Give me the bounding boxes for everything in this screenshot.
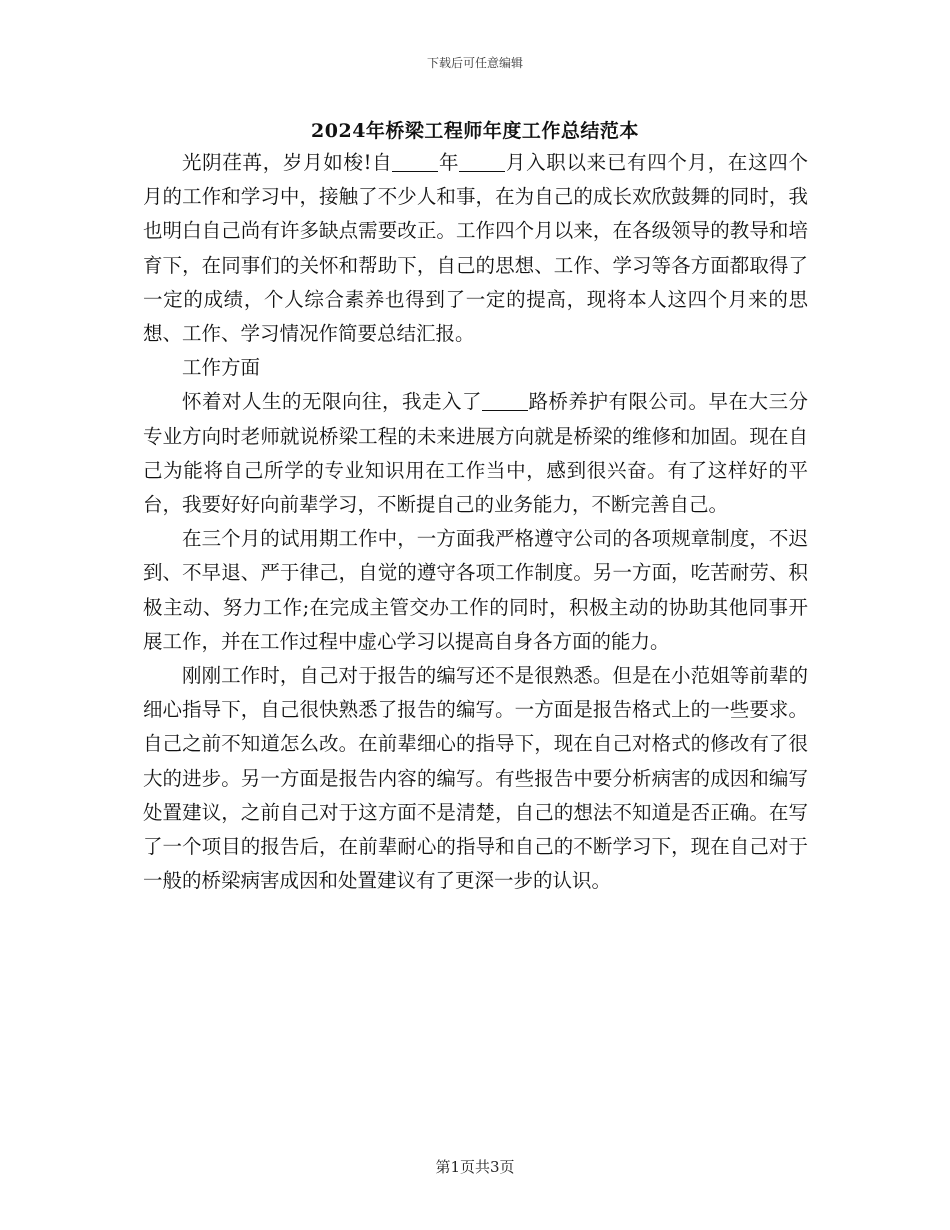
paragraph-company-text-1: 怀着对人生的无限向往，我走入了 — [182, 390, 482, 414]
page-footer: 第1页共3页 — [435, 1158, 515, 1176]
paragraph-reports: 刚刚工作时，自己对于报告的编写还不是很熟悉。但是在小范姐等前辈的细心指导下，自己很快熟悉了报告的编写。一方面是报告格式上的一些要求。自己之前不知道怎么改。在前辈细心的指导下，现在自己对格式的修改有了很大的进步。另一方面是报告内容的编写。有些报告中要分析病害的成因和编写处置建议，之前自己对于这方面不是清楚，自己的想法不知道是否正确。在写了一个项目的报告后，在前辈耐心的指导和自己的不断学习下，现在自己对于一般的桥梁病害成因和处置建议有了更深一步的认识。 — [143, 664, 808, 893]
paragraph-company — [143, 385, 808, 522]
paragraph-intro-text-1: 光阴荏苒，岁月如梭!自 — [182, 151, 393, 174]
blank-month-field — [459, 152, 505, 172]
document-body — [143, 146, 808, 898]
paragraph-company-text-2: 路桥养护有限公司。早在大三分专业方向时老师就说桥梁工程的未来进展方向就是桥梁的维修和加固。现在自己为能将自己所学的专业知识用在工作当中，感到很兴奋。有了这样好的平台，我要好好向前辈学习，不断提自己的业务能力，不断完善自己。 — [143, 390, 808, 517]
paragraph-intro-text-3: 月入职以来已有四个月，在这四个月的工作和学习中，接触了不少人和事，在为自己的成长欢欣鼓舞的同时，我也明白自己尚有许多缺点需要改正。工作四个月以来，在各级领导的教导和培育下，在同事们的关怀和帮助下，自己的思想、工作、学习等各方面都取得了一定的成绩，个人综合素养也得到了一定的提高，现将本人这四个月来的思想、工作、学习情况作简要总结汇报。 — [143, 151, 808, 346]
blank-year-field — [392, 152, 438, 172]
paragraph-intro-text-2: 年 — [438, 151, 460, 174]
document-title: 2024年桥梁工程师年度工作总结范本 — [311, 120, 639, 142]
blank-company-field — [482, 391, 528, 411]
page-header: 下载后可任意编辑 — [426, 56, 523, 70]
paragraph-probation: 在三个月的试用期工作中，一方面我严格遵守公司的各项规章制度，不迟到、不早退、严于律己，自觉的遵守各项工作制度。另一方面，吃苦耐劳、积极主动、努力工作;在完成主管交办工作的同时，积极主动的协助其他同事开展工作，并在工作过程中虚心学习以提高自身各方面的能力。 — [143, 527, 808, 653]
section-heading: 工作方面 — [182, 356, 261, 380]
paragraph-intro — [143, 146, 808, 351]
